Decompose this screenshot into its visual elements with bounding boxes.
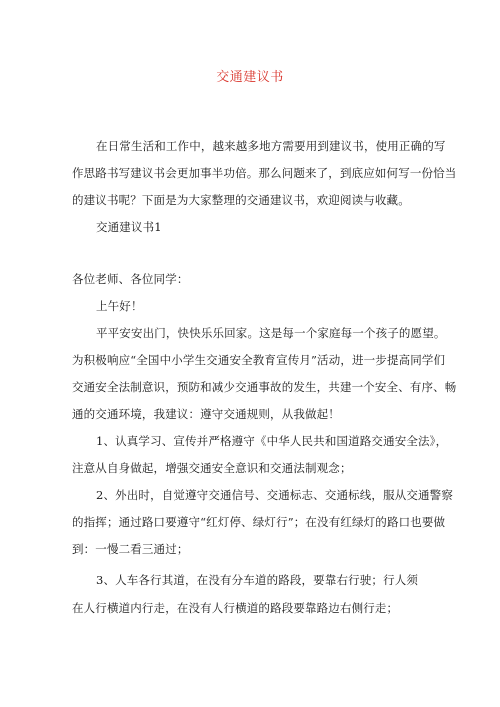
body-line-2: 为积极响应“全国中小学生交通安全教育宣传月”活动，进一步提高同学们 bbox=[72, 353, 446, 367]
body-line-1: 平平安安出门，快快乐乐回家。这是每一个家庭每一个孩子的愿望。 bbox=[96, 326, 446, 340]
body-line-9: 到：一慢二看三通过； bbox=[72, 542, 189, 556]
section-heading: 交通建议书1 bbox=[96, 220, 162, 234]
salutation: 各位老师、各位同学： bbox=[72, 272, 189, 286]
body-line-11: 在人行横道内行走，在没有人行横道的路段要靠路边右侧行走； bbox=[72, 601, 399, 615]
body-line-8: 的指挥；通过路口要遵守“红灯停、绿灯行”；在没有红绿灯的路口也要做 bbox=[72, 515, 446, 529]
body-line-3: 交通安全法制意识，预防和减少交通事故的发生，共建一个安全、有序、畅 bbox=[72, 380, 457, 394]
body-line-5: 1、认真学习、宣传并严格遵守《中华人民共和国道路交通安全法》， bbox=[96, 434, 448, 448]
body-line-6: 注意从自身做起，增强交通安全意识和交通法制观念； bbox=[72, 461, 352, 475]
document-title: 交通建议书 bbox=[216, 70, 284, 85]
body-line-7: 2、外出时，自觉遵守交通信号、交通标志、交通标线，服从交通警察 bbox=[96, 488, 453, 502]
intro-line-2: 作思路书写建议书会更加事半功倍。那么问题来了，到底应如何写一份恰当 bbox=[72, 166, 457, 180]
intro-line-3: 的建议书呢？下面是为大家整理的交通建议书，欢迎阅读与收藏。 bbox=[72, 193, 410, 207]
body-line-10: 3、人车各行其道，在没有分车道的路段，要靠右行驶；行人须 bbox=[96, 573, 419, 587]
greeting: 上午好！ bbox=[96, 299, 143, 313]
body-line-4: 通的交通环境，我建议：遵守交通规则，从我做起！ bbox=[72, 407, 340, 421]
intro-line-1: 在日常生活和工作中，越来越多地方需要用到建议书，使用正确的写 bbox=[96, 139, 446, 153]
